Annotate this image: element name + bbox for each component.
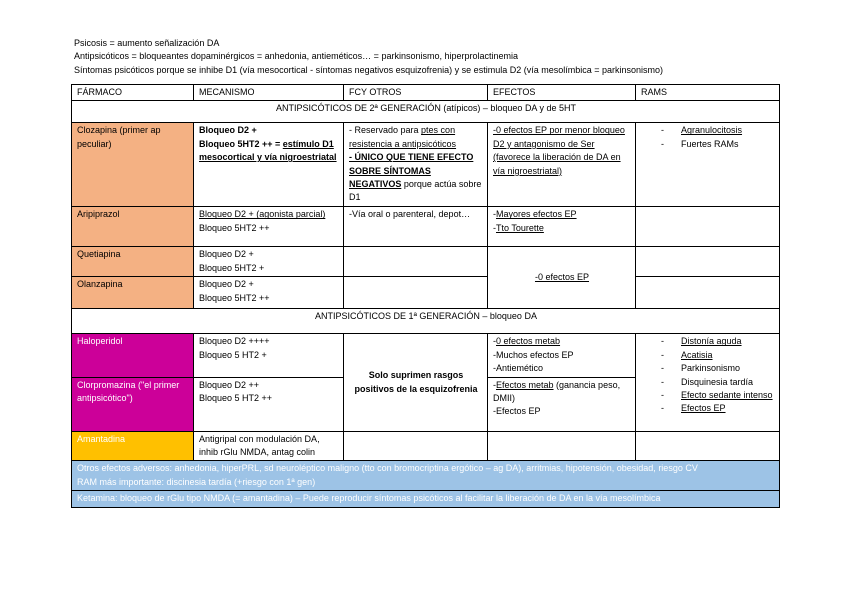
table-row [72,277,780,309]
text: -Efectos EP [493,406,541,417]
fcy-cell: Solo suprimen rasgos positivos de la esquizofrenia [344,334,488,431]
section-row [72,309,780,334]
section-title-second-gen: ANTIPSICÓTICOS DE 2ª GENERACIÓN (atípicos) – bloqueo DA y de 5HT [72,101,780,123]
antipsychotics-table [71,84,780,508]
header-cell: MECANISMO [194,85,344,101]
text: Bloqueo D2 + [199,279,254,290]
rams-cell [636,247,780,277]
notes-row [72,491,780,507]
fcy-cell [344,431,488,461]
text: ptes con resistencia a antipsicóticos [349,125,457,149]
table-row [72,123,780,207]
text: 0 efectos metab [496,336,561,347]
text: Mayores efectos EP [496,209,577,220]
intro-line: Antipsicóticos = bloqueantes dopaminérgicos = anhedonia, antieméticos… = parkinsonismo, hiperprolactinemia [74,51,519,62]
drug-haloperidol: Haloperidol [72,334,194,377]
text: Bloqueo 5HT2 ++ [199,222,270,233]
text: Bloqueo D2 + (agonista parcial) [199,209,326,220]
section-row [72,101,780,123]
ram-item: - Acatisia [641,349,775,362]
text: Tto Tourette [496,222,544,233]
text: -Muchos efectos EP [493,349,574,360]
text: Bloqueo D2 + [199,249,254,260]
ram-item: - Parkinsonismo [641,362,775,375]
effects-cell: -0 efectos EP por menor bloqueo D2 y antagonismo de Ser (favorece la liberación de DA en vía nigroestriatal) [488,123,636,207]
rams-cell [636,277,780,309]
fcy-cell [344,123,488,207]
text: - ÚNICO QUE TIENE EFECTO SOBRE SÍNTOMAS NEGATIVOS [349,152,474,190]
mechanism-cell [194,123,344,207]
text: Efectos metab [496,379,554,390]
notes-cell [72,461,780,491]
fcy-cell [344,247,488,277]
ram-item: - Disquinesia tardía [641,376,775,389]
text: Bloqueo D2 ++ [199,379,260,390]
mechanism-cell [194,334,344,377]
text: porque actúa sobre D1 [349,179,482,203]
section-title-first-gen: ANTIPSICÓTICOS DE 1ª GENERACIÓN – bloqueo DA [72,309,780,334]
intro-notes [74,37,814,77]
text: (ganancia peso, DMII) [493,379,621,404]
text: Bloqueo 5 HT2 ++ [199,393,273,404]
mechanism-cell [194,277,344,309]
notes-row [72,461,780,491]
effects-cell [488,431,636,461]
rams-cell [636,207,780,247]
rams-cell [636,431,780,461]
mechanism-cell [194,207,344,247]
table-row [72,207,780,247]
rams-cell [636,123,780,207]
header-cell: RAMS [636,85,780,101]
drug-clorpromazina: Clorpromazina ("el primer antipsicótico") [72,377,194,431]
intro-line: Síntomas psicóticos porque se inhibe D1 (vía mesocortical - síntomas negativos esquizofrenia) y se estimula D2 (vía mesolímbica = parkinsonismo) [74,64,664,75]
drug-aripiprazol: Aripiprazol [72,207,194,247]
table-row [72,247,780,277]
mechanism-cell [194,247,344,277]
text: Bloqueo 5 HT2 + [199,349,267,360]
text: Bloqueo D2 ++++ [199,336,270,347]
text: Bloqueo 5HT2 ++ [199,292,270,303]
header-cell: EFECTOS [488,85,636,101]
text: -Antiemético [493,363,544,374]
fcy-cell [344,277,488,309]
rams-cell [636,334,780,431]
ram-item: - Distonía aguda [641,335,775,348]
ram-item: - Agranulocitosis [641,124,775,137]
ram-item: - Fuertes RAMs [641,138,775,151]
ram-item: - Efecto sedante intenso [641,389,775,402]
table-row [72,431,780,461]
ketamina-note: Ketamina: bloqueo de rGlu tipo NMDA (= amantadina) – Puede reproducir síntomas psicóticos al facilitar la liberación de DA en la vía mesolímbica [72,491,780,507]
drug-amantadina: Amantadina [72,431,194,461]
header-cell: FÁRMACO [72,85,194,101]
intro-line: Psicosis = aumento señalización DA [74,38,220,48]
effects-cell: -Efectos metab (ganancia peso, DMII) -Efectos EP [488,377,636,431]
drug-clozapina: Clozapina (primer ap peculiar) [72,123,194,207]
effects-cell: -0 efectos metab -Muchos efectos EP -Antiemético [488,334,636,377]
effects-cell: -0 efectos EP [488,247,636,309]
drug-olanzapina: Olanzapina [72,277,194,309]
mechanism-cell: Antigripal con modulación DA, inhib rGlu NMDA, antag colin [194,431,344,461]
ram-item: - Efectos EP [641,402,775,415]
text: Bloqueo 5HT2 ++ = [199,138,283,149]
text: Bloqueo D2 + [199,125,257,136]
text: Otros efectos adversos: anhedonia, hiperPRL, sd neuroléptico maligno (tto con bromocriptina ergótico – ag DA), arritmias, hipotensión, obesidad, riesgo CV [77,463,698,474]
mechanism-cell [194,377,344,431]
table-row [72,334,780,377]
text: - Reservado para [349,125,422,136]
text: RAM más importante: discinesia tardía (+riesgo con 1ª gen) [77,476,316,487]
effects-cell: -Mayores efectos EP -Tto Tourette [488,207,636,247]
header-cell: FCY OTROS [344,85,488,101]
drug-quetiapina: Quetiapina [72,247,194,277]
text: estímulo D1 mesocortical y vía nigroestriatal [199,138,337,163]
table-header-row [72,85,780,101]
fcy-cell: -Vía oral o parenteral, depot… [344,207,488,247]
text: Bloqueo 5HT2 + [199,262,265,273]
